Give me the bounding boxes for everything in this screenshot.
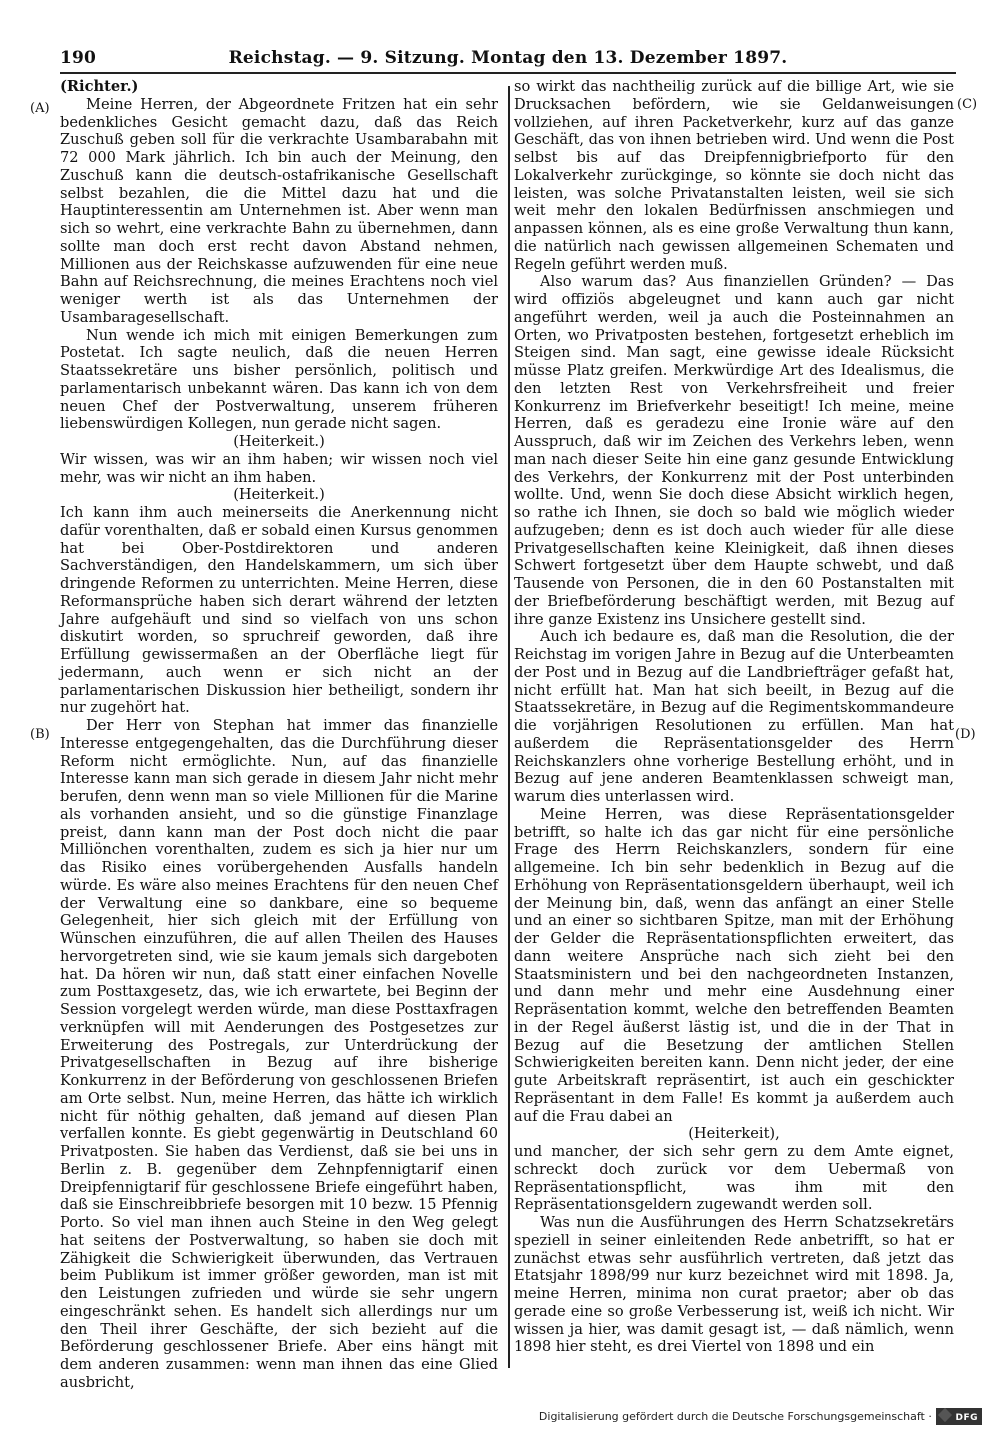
dfg-logo-text: DFG bbox=[955, 1413, 978, 1423]
paragraph: Ich kann ihm auch meinerseits die Anerkennung nicht dafür vorenthalten, daß er sobald einen Kursus genommen hat bei Ober-Postdirektoren und anderen Sachverständigen, den Handelskammern, um sich über dringende Reformen zu unterrichten. Meine Herren, diese Reformansprüche haben sich derart während der letzten Jahre aufgehäuft und sind so vielfach von uns schon diskutirt worden, so spruchreif geworden, daß ihre Erfüllung gewissermaßen an der Oberfläche liegt für jedermann, auch wenn er sich nicht an der parlamentarischen Diskussion hier betheiligt, sondern ihr nur zugehört hat. bbox=[60, 504, 498, 717]
running-title: Reichstag. — 9. Sitzung. Montag den 13. Dezember 1897. bbox=[228, 48, 788, 68]
right-column bbox=[514, 78, 954, 1370]
paragraph: Nun wende ich mich mit einigen Bemerkungen zum Postetat. Ich sagte neulich, daß die neuen Herren Staatssekretäre uns bisher persönlich, politisch und parlamentarisch unbekannt wären. Das kann ich von dem neuen Chef der Postverwaltung, unserem früheren liebenswürdigen Kollegen, nun gerade nicht sagen. bbox=[60, 326, 498, 433]
interjection: (Heiterkeit.) bbox=[233, 486, 325, 504]
interjection: (Heiterkeit.) bbox=[233, 433, 325, 450]
footer-credit bbox=[539, 1408, 982, 1425]
page-header bbox=[60, 48, 956, 74]
margin-mark-b: (B) bbox=[30, 727, 50, 742]
left-column bbox=[60, 78, 498, 1391]
paragraph: Auch ich bedaure es, daß man die Resolution, die der Reichstag im vorigen Jahre in Bezug auf die Unterbeamten der Post und in Bezug auf die Landbriefträger gefaßt hat, nicht erfüllt hat. Man hat sich beeilt, in Bezug auf die Staatssekretäre, in Bezug auf die Regimentskommandeure die vorjährigen Resolutionen zu erfüllen. Man hat außerdem die Repräsentationsgelder des Herrn Reichskanzlers ohne vorherige Bestellung erhöht, und in Bezug auf jene anderen Beamtenklassen schweigt man, warum dies unterlassen wird. bbox=[514, 628, 954, 805]
column-divider bbox=[508, 86, 510, 1368]
paragraph: Meine Herren, was diese Repräsentationsgelder betrifft, so halte ich das gar nicht für eine persönliche Frage des Herrn Reichskanzlers, sondern für eine allgemeine. Ich bin sehr bedenklich in Bezug auf die Erhöhung von Repräsentationsgeldern überhaupt, weil ich der Meinung bin, daß, wenn das anfängt an einer Stelle und an einer so sichtbaren Spitze, man mit der Erhöhung der Gelder die Repräsentationspflichten erweitert, das dann weitere Ansprüche nach sich zieht bei den Staatsministern und bei den nachgeordneten Instanzen, und dann mehr und mehr eine Ausdehnung einer Repräsentation kommt, welche den betreffenden Beamten in der Regel äußerst lästig ist, und die in der That in Bezug auf die Besetzung der amtlichen Stellen Schwierigkeiten bereiten kann. Denn nicht jeder, der eine gute Arbeitskraft repräsentirt, ist auch ein geschickter Repräsentant in dem Falle! Es kommt ja außerdem auch auf die Frau dabei an bbox=[514, 805, 954, 1125]
quote: Wir wissen, was wir an ihm haben; wir wissen noch viel mehr, was wir nicht an ihm haben. bbox=[60, 450, 498, 486]
interjection: (Heiterkeit), bbox=[688, 1125, 780, 1143]
paragraph: und mancher, der sich sehr gern zu dem Amte eignet, schreckt doch zurück vor dem Uebermaß von Repräsentationspflicht, was ihm mit den Repräsentationsgeldern zugewandt werden soll. bbox=[514, 1143, 954, 1214]
header-rule bbox=[60, 72, 956, 74]
paragraph: Meine Herren, der Abgeordnete Fritzen hat ein sehr bedenkliches Gesicht gemacht dazu, daß das Reich Zuschuß geben soll für die verkrachte Usambarabahn mit 72 000 Mark jährlich. Ich bin auch der Meinung, den Zuschuß kann die deutsch-ostafrikanische Gesellschaft selbst bezahlen, die die Mittel dazu hat und die Hauptinteressentin am Unternehmen ist. Aber wenn man sich so wehrt, eine verkrachte Bahn zu übernehmen, dann sollte man doch erst recht davon Abstand nehmen, Millionen aus der Reichskasse aufzuwenden für eine neue Bahn auf Reichsrechnung, die meines Erachtens noch viel weniger werth ist als das Unternehmen der Usambaragesellschaft. bbox=[60, 95, 498, 326]
dfg-logo bbox=[936, 1408, 982, 1425]
margin-mark-a: (A) bbox=[30, 101, 50, 116]
speaker-name: (Richter.) bbox=[60, 78, 139, 95]
margin-mark-d: (D) bbox=[955, 727, 976, 742]
margin-mark-c: (C) bbox=[957, 97, 978, 112]
paragraph: Was nun die Ausführungen des Herrn Schatzsekretärs speziell in seiner einleitenden Rede anbetrifft, so hat er zunächst etwas sehr ausführlich vertreten, daß jetzt das Etatsjahr 1898/99 nur kurz bezeichnet wird mit 1898. Ja, meine Herren, minima non curat praetor; aber ob das gerade eine so große Verbesserung ist, weiß ich nicht. Wir wissen ja hier, was damit gesagt ist, — daß nämlich, wenn 1898 hier steht, es drei Viertel von 1898 und ein bbox=[514, 1214, 954, 1356]
paragraph: Also warum das? Aus finanziellen Gründen? — Das wird offiziös abgeleugnet und kann auch gar nicht angeführt werden, weil ja auch die Posteinnahmen an Orten, wo Privatposten bestehen, fortgesetzt erheblich im Steigen sind. Man sagt, eine gewisse ideale Rücksicht müsse Platz greifen. Merkwürdige Art des Idealismus, die den letzten Rest von Verkehrsfreiheit und freier Konkurrenz im Briefverkehr beseitigt! Ich meine, meine Herren, daß es geradezu eine Ironie wäre auf den Ausspruch, daß wir im Zeichen des Verkehrs leben, wenn man nach dieser Seite hin eine ganz gesunde Entwicklung des Verkehrs, der Konkurrenz mit der Post unterbinden wollte. Und, wenn Sie doch diese Absicht wirklich hegen, so rathe ich Ihnen, sie doch so bald wie möglich wieder aufzugeben; denn es ist doch auch wieder für alle diese Privatgesellschaften keine Kleinigkeit, daß ihnen dieses Schwert fortgesetzt über dem Haupte schwebt, und daß Tausende von Personen, die in den 60 Postanstalten mit der Briefbeförderung beschäftigt werden, mit Bezug auf ihre ganze Existenz ins Unsichere gestellt sind. bbox=[514, 273, 954, 628]
dfg-logo-icon bbox=[938, 1408, 952, 1422]
paragraph: Der Herr von Stephan hat immer das finanzielle Interesse entgegengehalten, das die Durchführung dieser Reform nicht ermöglichte. Nun, auf das finanzielle Interesse kann man sich gerade in diesem Jahr nicht mehr berufen, denn wenn man so viele Millionen für die Marine als vorhanden ansieht, und so die günstige Finanzlage preist, dann kann man der Post doch nicht die paar Milliönchen vorenthalten, zudem es sich ja hier nur um das Risiko eines vorübergehenden Ausfalls handeln würde. Es wäre also meines Erachtens für den neuen Chef der Verwaltung eine so dankbare, eine so bequeme Gelegenheit, hier sich gleich mit der Erfüllung von Wünschen einzuführen, die auf allen Theilen des Hauses hervorgetreten sind, wie sie kaum jemals sich dargeboten hat. Da hören wir nun, daß statt einer einfachen Novelle zum Posttaxgesetz, das, wie ich erwartete, bei Beginn der Session vorgelegt werden würde, man diese Posttaxfragen verknüpfen will mit Aenderungen des Postgesetzes zur Erweiterung des Postregals, zur Unterdrückung der Privatgesellschaften in Bezug auf ihre bisherige Konkurrenz in der Beförderung von geschlossenen Briefen am Orte selbst. Nun, meine Herren, das hätte ich wirklich nicht für nöthig gehalten, daß jemand auf diesen Plan verfallen konnte. Es giebt gegenwärtig in Deutschland 60 Privatposten. Sie haben das Verdienst, daß sie bei uns in Berlin z. B. gegenüber dem Zehnpfennigtarif einen Dreipfennigtarif für geschlossene Briefe eingeführt haben, daß sie Einschreibbriefe besorgen mit 10 bezw. 15 Pfennig Porto. So viel man ihnen auch Steine in den Weg gelegt hat seitens der Postverwaltung, so haben sie doch mit Zähigkeit die Schwierigkeit überwunden, das Vertrauen beim Publikum ist immer größer geworden, man ist mit den Leistungen zufrieden und würde sie sehr ungern eingeschränkt sehen. Es handelt sich allerdings nur um den Theil ihrer Geschäfte, der sich bezieht auf die Beförderung geschlossener Briefe. Aber eins hängt mit dem anderen zusammen: wenn man ihnen das eine Glied ausbricht, bbox=[60, 717, 498, 1391]
paragraph: so wirkt das nachtheilig zurück auf die billige Art, wie sie Drucksachen befördern, wie sie Geldanweisungen vollziehen, auf ihren Packetverkehr, kurz auf das ganze Geschäft, das von ihnen betrieben wird. Und wenn die Post selbst bis auf das Dreipfennigbriefporto für den Lokalverkehr zurückginge, so könnte sie doch nicht das leisten, was solche Privatanstalten leisten, weil sie sich weit mehr den lokalen Bedürfnissen anschmiegen und anpassen können, als es eine große Verwaltung thun kann, die natürlich nach gewissen allgemeinen Schematen und Regeln geführt werden muß. bbox=[514, 78, 954, 273]
page-number: 190 bbox=[60, 48, 97, 68]
footer-text: Digitalisierung gefördert durch die Deutsche Forschungsgemeinschaft · bbox=[538, 1410, 932, 1423]
